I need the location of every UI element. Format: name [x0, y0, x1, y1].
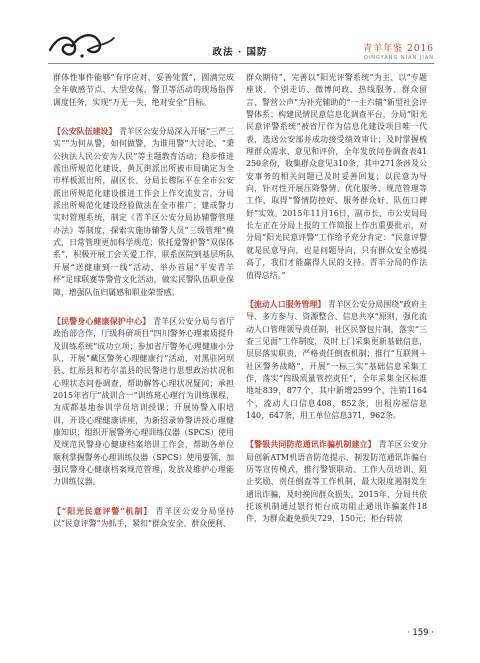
page-header [0, 0, 480, 64]
paragraph-text: 青羊区公安分局与省厅政治部合作，厅级科研项目“四川警务心理素质提升及训练系统”成功立项；参加省厅警务心理健康小分队，开展“藏区警务心理健康行”活动，对黑驻阿坝县、红原县和若尔盖县的民警进行思想政治状况和心理状态问卷调查，帮助解答心理状况疑问；承担2015年省厅“战训合一”训练班心理行为训练课程，为成都基地参训学员培训授课；开展协警入职培训，开设心理健康讲座，为新招录协警讲授心理健康知识；组织开展警务心理训练仪器（SPCS）使用及规范民警身心健康档案培训工作会，帮助各单位顺利掌握警务心理训练仪器（SPCS）使用要领，加强民警身心健康档案规范管理，发放及维护心理能力训练仪器。 [53, 316, 234, 487]
header-rule [48, 63, 434, 64]
paragraph [53, 72, 234, 109]
right-column [246, 72, 427, 543]
paragraph [53, 506, 234, 531]
paragraph [246, 72, 427, 282]
left-column [53, 72, 234, 547]
page-number: · 159 · [406, 628, 434, 638]
paragraph-text: 青羊区公安分局创新ATM机语音防范提示、制发防范通讯诈骗台历等宣传模式，推行警银联动、工作人员培训、阻止奖励、责任倒查等工作机制，最大限度遏制发生通讯诈骗，及时挽回群众损失。2015年，分局共依托该机制通过银行柜台成功阻止通讯诈骗案件18件，为群众避免损失729，150元；柜台转款 [246, 440, 427, 524]
paragraph-text: 青羊区公安分局坚持以“民意评警”为抓手，紧扣“群众安全、群众便利、 [53, 506, 234, 528]
section-title: 政法 · 国防 [212, 47, 268, 58]
paragraph-text: 青羊区公安分局深入开展“三严三实”“为何从警，如何做警，为谁用警”大讨论、“秉公执法人民公安为人民”等主题教育活动；稳步推进派出所规范化建设，黄瓦街派出所被市局确定为全市样板派出所，副区长、分局长穆际平在全市公安派出所规范化建设推进工作会上作交流发言，分局派出所规范化建设经验做法在全市推广；建成警力实时管理系统，制定《青羊区公安分局协辅警管理办法》等制度，探索实施协辅警人员“三级管理”模式，日常管理更加科学规范；依托爱警护警“双保体系”，积极开展工会关爱工作，联系医院到基层所队开展“送健康到一线”活动、举办首届“平安青羊杯”足球联赛等警营文化活动，做实民警队伍职业保障，增强队伍归属感和职业荣誉感。 [53, 127, 234, 297]
paragraph [246, 299, 427, 422]
yearbook-mark [363, 41, 434, 61]
paragraph [53, 126, 234, 299]
entry-heading: 【公安队伍建设】 [53, 127, 117, 137]
entry-heading: 【警银共同防范通讯诈骗机制建立】 [246, 440, 376, 450]
entry-heading: 【民警身心健康保护中心】 [53, 316, 151, 326]
yearbook-pinyin: QINGYANG NIAN JIAN [363, 55, 434, 61]
entry-heading: 【“阳光民意评警”机制】 [53, 506, 153, 516]
paragraph-text: 群体性事件能够“有序应对，妥善处置”，圆满完成全年敏感节点、大型安保、警卫等活动的现场指挥调度任务，实现“万无一失，绝对安全”目标。 [53, 73, 234, 107]
paragraph-text: 青羊区公安分局围绕“政府主导、多方参与、资源整合、信息共享”原则，强化流动人口管理领导责任制，社区民警包片制，落实“三查三见面”工作制度，及时上门采集更新基础信息，层层落实职责，严格责任倒查机制；推行“互联网＋社区警务战略”，开展“一标三实”基础信息采集工作，落实“四级质量管控责任”，全年采集全区标准地址839，877个，其中新增2599个，注销1164个，流动人口信息408，852条，出租房屋信息140，647条，用工单位信息371，962条。 [246, 299, 427, 420]
paragraph [53, 316, 234, 489]
entry-heading: 【流动人口服务管理】 [246, 299, 326, 309]
yearbook-title: 青羊年鉴 2016 [363, 44, 434, 54]
paragraph-text: 群众期待”，完善以“阳光评警系统”为主、以“专题座谈、个别走访、微博问政、热线服务、群众留言、警营公声”为补充辅助的“一主六辅”新型社会评警体系；构建民情民意信息化调查平台，分局“阳光民意评警系统”被省厅作为信息化建设项目唯一代表，选送公安部并成功接受绩效审计；及时掌握梳理群众需求、意见和评价，全年发放问卷调查表41 250余份，收集群众意见310条，其中271条涉及公安事务的相关问题已及时妥善回复；以民意为导向，针对性开展压降警情、优化服务、规范管理等工作，取得“警情防控好、服务群众好、队伍口碑好”实效。2015年11月16日，副市长、市公安局局长左正在分局上报的工作简报上作出重要批示，对分局“阳光民意评警”工作给予充分肯定：“民意评警就是民意导向，也是问题导向，只有群众安全感提高了，我们才能赢得人民的支持。青羊分局的作法值得总结。” [246, 73, 427, 280]
paragraph [246, 439, 427, 525]
